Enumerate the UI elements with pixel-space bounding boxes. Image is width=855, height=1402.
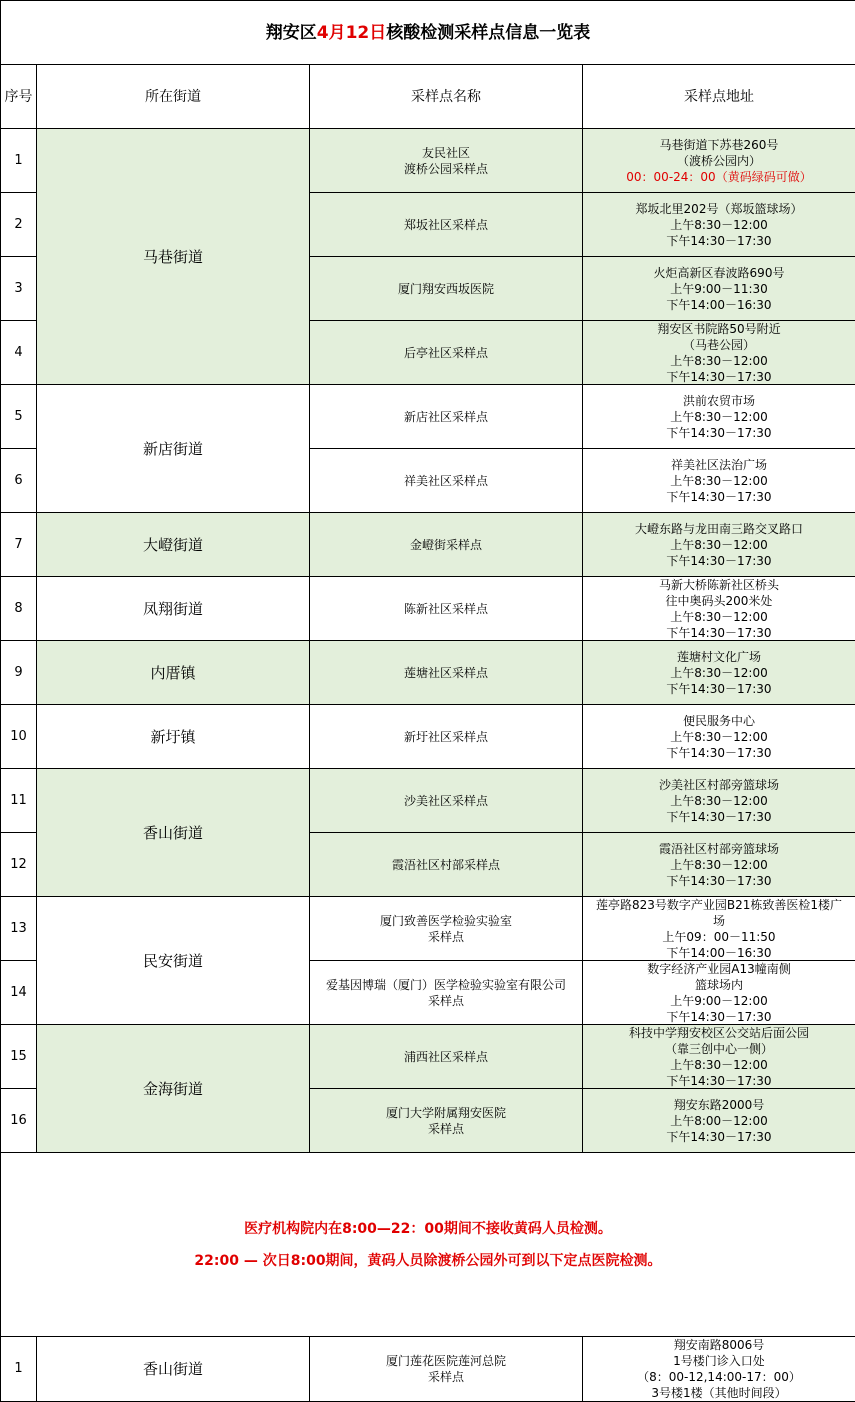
site-address-line: 洪前农贸市场 xyxy=(682,393,755,408)
site-address-lines xyxy=(626,137,811,185)
site-address-line: 下午14:00－16:30 xyxy=(666,297,772,312)
street-name: 凤翔街道 xyxy=(37,577,310,641)
site-address-line: 马新大桥陈新社区桥头 xyxy=(658,577,779,592)
site-name xyxy=(310,513,583,577)
site-address-line: 上午8:30－12:00 xyxy=(670,1057,768,1072)
site-address-line: 上午8:00－12:00 xyxy=(670,1113,768,1128)
site-address-line: 下午14:30－17:30 xyxy=(666,553,772,568)
extra-site-name-line: 厦门莲花医院莲河总院 xyxy=(385,1354,506,1368)
site-address xyxy=(583,897,855,961)
site-address-line: 下午14:30－17:30 xyxy=(666,625,772,640)
title-suffix: 核酸检测采样点信息一览表 xyxy=(386,22,591,43)
site-address-line: 篮球场内 xyxy=(694,977,743,992)
header-name: 采样点名称 xyxy=(310,65,583,129)
site-address xyxy=(583,641,855,705)
street-name: 香山街道 xyxy=(37,769,310,897)
site-address-line: 下午14:30－17:30 xyxy=(666,873,772,888)
site-address-line: 下午14:30－17:30 xyxy=(666,681,772,696)
site-address-line: 霞浯社区村部旁篮球场 xyxy=(658,841,779,856)
site-name-lines xyxy=(386,1105,506,1137)
site-name-line: 爱基因博瑞（厦门）医学检验实验室有限公司 xyxy=(325,977,566,992)
site-name-line: 采样点 xyxy=(427,929,464,944)
site-address-line: 下午14:30－17:30 xyxy=(666,425,772,440)
site-address xyxy=(583,833,855,897)
street-name: 内厝镇 xyxy=(37,641,310,705)
site-address xyxy=(583,129,855,193)
site-name-line: 莲塘社区采样点 xyxy=(403,665,488,680)
site-address xyxy=(583,1025,855,1089)
site-name xyxy=(310,769,583,833)
site-name-line: 后亭社区采样点 xyxy=(403,345,488,360)
extra-site-address-line: （8：00-12,14:00-17：00） xyxy=(637,1370,801,1384)
site-name-line: 祥美社区采样点 xyxy=(403,473,488,488)
site-address-line: 大嶝东路与龙田南三路交叉路口 xyxy=(634,521,803,536)
site-name-lines xyxy=(392,857,500,873)
site-address-line: 祥美社区法治广场 xyxy=(670,457,767,472)
site-name xyxy=(310,129,583,193)
row-index: 10 xyxy=(1,705,37,769)
site-name-line: 浦西社区采样点 xyxy=(403,1049,488,1064)
row-index: 15 xyxy=(1,1025,37,1089)
site-address-lines xyxy=(666,393,771,441)
site-address xyxy=(583,1089,855,1153)
site-name-line: 厦门翔安西坂医院 xyxy=(397,281,494,296)
site-name-line: 金嶝街采样点 xyxy=(409,537,482,552)
site-name xyxy=(310,833,583,897)
site-name xyxy=(310,321,583,385)
row-index: 2 xyxy=(1,193,37,257)
street-name: 新店街道 xyxy=(37,385,310,513)
row-index: 16 xyxy=(1,1089,37,1153)
site-name-lines xyxy=(404,601,488,617)
extra-site-address-lines xyxy=(637,1337,801,1401)
site-address-line: 往中奥码头200米处 xyxy=(665,593,773,608)
site-address-line: 上午09：00－11:50 xyxy=(662,929,776,944)
site-name-line: 友民社区 xyxy=(421,145,470,160)
site-name-lines xyxy=(404,409,488,425)
site-address-lines xyxy=(666,713,771,761)
site-address-lines xyxy=(636,201,803,249)
site-name-lines xyxy=(404,1049,488,1065)
site-address-line: 下午14:30－17:30 xyxy=(666,489,772,504)
site-address-line: 下午14:30－17:30 xyxy=(666,809,772,824)
site-address xyxy=(583,449,855,513)
site-address-line: 马巷街道下苏巷260号 xyxy=(659,137,779,152)
site-name xyxy=(310,385,583,449)
row-index: 7 xyxy=(1,513,37,577)
row-index: 11 xyxy=(1,769,37,833)
site-address-line: 上午8:30－12:00 xyxy=(670,409,768,424)
site-name-lines xyxy=(404,473,488,489)
site-address-line: 火炬高新区春波路690号 xyxy=(653,265,785,280)
site-address-lines xyxy=(635,521,803,569)
site-address xyxy=(583,513,855,577)
site-address-line: 下午14:30－17:30 xyxy=(666,1073,772,1088)
row-index: 4 xyxy=(1,321,37,385)
notice-line2: 22:00 — 次日8:00期间，黄码人员除渡桥公园外可到以下定点医院检测。 xyxy=(194,1252,662,1269)
site-address-lines xyxy=(659,777,779,825)
site-name-line: 沙美社区采样点 xyxy=(403,793,488,808)
site-address-line: 上午9:00－12:00 xyxy=(670,993,768,1008)
site-address-line: 上午9:00－11:30 xyxy=(670,281,768,296)
site-name-lines xyxy=(404,793,488,809)
site-name-lines xyxy=(404,145,488,177)
site-address-line: 下午14:00－16:30 xyxy=(666,945,772,960)
site-address-lines xyxy=(666,1097,771,1145)
site-address-line: 郑坂北里202号（郑坂篮球场） xyxy=(635,201,803,216)
extra-site-address xyxy=(583,1337,855,1402)
site-name-lines xyxy=(326,977,566,1009)
header-address: 采样点地址 xyxy=(583,65,855,129)
site-name xyxy=(310,449,583,513)
site-name-lines xyxy=(404,729,488,745)
site-name-line: 采样点 xyxy=(427,993,464,1008)
site-address-line: 下午14:30－17:30 xyxy=(666,1129,772,1144)
site-address-line: 翔安区书院路50号附近 xyxy=(657,321,781,336)
site-name-line: 霞浯社区村部采样点 xyxy=(391,857,500,872)
extra-site-name-line: 采样点 xyxy=(427,1370,464,1384)
site-name xyxy=(310,1025,583,1089)
site-address-line: 场 xyxy=(712,913,725,928)
site-address xyxy=(583,257,855,321)
extra-row-index: 1 xyxy=(1,1337,37,1402)
site-address-line: 便民服务中心 xyxy=(682,713,755,728)
site-name xyxy=(310,641,583,705)
site-address-line: 上午8:30－12:00 xyxy=(670,729,768,744)
extra-street-name: 香山街道 xyxy=(37,1337,310,1402)
site-name-lines xyxy=(404,217,488,233)
site-name-line: 渡桥公园采样点 xyxy=(403,161,488,176)
site-name xyxy=(310,1089,583,1153)
row-index: 14 xyxy=(1,961,37,1025)
yellow-code-notice xyxy=(1,1153,855,1337)
site-address-line: 莲亭路823号数字产业园B21栋致善医检1楼广 xyxy=(595,897,843,912)
extra-site-address-line: 3号楼1楼（其他时间段） xyxy=(651,1386,787,1400)
site-name-lines xyxy=(380,913,512,945)
site-name-line: 新圩社区采样点 xyxy=(403,729,488,744)
site-address-line: （马巷公园） xyxy=(682,337,755,352)
site-address-line: 下午14:30－17:30 xyxy=(666,369,772,384)
site-address-line: 上午8:30－12:00 xyxy=(670,537,768,552)
site-address-lines xyxy=(659,577,779,641)
row-index: 6 xyxy=(1,449,37,513)
site-address-lines xyxy=(596,897,842,961)
site-address xyxy=(583,321,855,385)
site-address-line: 莲塘村文化广场 xyxy=(676,649,761,664)
site-address-line: （靠三创中心一侧） xyxy=(664,1041,773,1056)
site-address-lines xyxy=(647,961,790,1025)
site-address-line: 科技中学翔安校区公交站后面公园 xyxy=(628,1025,809,1040)
site-address-line: 下午14:30－17:30 xyxy=(666,1009,772,1024)
header-street: 所在街道 xyxy=(37,65,310,129)
site-address xyxy=(583,193,855,257)
site-address-line: 下午14:30－17:30 xyxy=(666,233,772,248)
street-name: 马巷街道 xyxy=(37,129,310,385)
site-name xyxy=(310,705,583,769)
extra-site-address-line: 翔安南路8006号 xyxy=(673,1338,765,1352)
site-name xyxy=(310,257,583,321)
site-address xyxy=(583,385,855,449)
row-index: 3 xyxy=(1,257,37,321)
title-prefix: 翔安区 xyxy=(265,22,317,43)
site-address-line: 上午8:30－12:00 xyxy=(670,665,768,680)
site-name-line: 厦门大学附属翔安医院 xyxy=(385,1105,506,1120)
header-index: 序号 xyxy=(1,65,37,129)
site-address-line: （渡桥公园内） xyxy=(676,153,761,168)
site-address-line: 数字经济产业园A13幢南侧 xyxy=(647,961,791,976)
site-name-line: 新店社区采样点 xyxy=(403,409,488,424)
street-name: 新圩镇 xyxy=(37,705,310,769)
extra-site-name xyxy=(310,1337,583,1402)
site-address-line: 上午8:30－12:00 xyxy=(670,217,768,232)
site-name-lines xyxy=(404,345,488,361)
site-name-lines xyxy=(410,537,482,553)
title-date: 4月12日 xyxy=(316,22,387,43)
row-index: 5 xyxy=(1,385,37,449)
site-address-lines xyxy=(654,265,785,313)
site-hours-note: 00：00-24：00（黄码绿码可做） xyxy=(626,169,812,184)
table-title xyxy=(1,1,855,65)
site-address-lines xyxy=(666,649,771,697)
site-name xyxy=(310,897,583,961)
site-name xyxy=(310,577,583,641)
site-address-line: 上午8:30－12:00 xyxy=(670,793,768,808)
site-address xyxy=(583,577,855,641)
site-address xyxy=(583,961,855,1025)
site-address xyxy=(583,705,855,769)
street-name: 金海街道 xyxy=(37,1025,310,1153)
row-index: 1 xyxy=(1,129,37,193)
site-address-line: 下午14:30－17:30 xyxy=(666,745,772,760)
site-name xyxy=(310,961,583,1025)
extra-site-name-lines xyxy=(386,1353,506,1385)
street-name: 大嶝街道 xyxy=(37,513,310,577)
site-name-line: 采样点 xyxy=(427,1121,464,1136)
row-index: 8 xyxy=(1,577,37,641)
site-address-line: 沙美社区村部旁篮球场 xyxy=(658,777,779,792)
site-address-line: 上午8:30－12:00 xyxy=(670,609,768,624)
site-name-line: 厦门致善医学检验实验室 xyxy=(379,913,512,928)
site-address-line: 翔安东路2000号 xyxy=(673,1097,765,1112)
site-name-lines xyxy=(404,665,488,681)
site-address xyxy=(583,769,855,833)
notice-line1: 医疗机构院内在8:00—22：00期间不接收黄码人员检测。 xyxy=(244,1220,612,1237)
site-address-lines xyxy=(659,841,779,889)
site-address-line: 上午8:30－12:00 xyxy=(670,473,768,488)
site-name-line: 郑坂社区采样点 xyxy=(403,217,488,232)
row-index: 12 xyxy=(1,833,37,897)
site-name-line: 陈新社区采样点 xyxy=(403,601,488,616)
site-address-lines xyxy=(657,321,780,385)
site-address-lines xyxy=(629,1025,809,1089)
site-address-lines xyxy=(666,457,771,505)
row-index: 13 xyxy=(1,897,37,961)
extra-site-address-line: 1号楼门诊入口处 xyxy=(673,1354,765,1368)
site-address-line: 上午8:30－12:00 xyxy=(670,353,768,368)
street-name: 民安街道 xyxy=(37,897,310,1025)
site-name xyxy=(310,193,583,257)
site-name-lines xyxy=(398,281,494,297)
row-index: 9 xyxy=(1,641,37,705)
site-address-line: 上午8:30－12:00 xyxy=(670,857,768,872)
